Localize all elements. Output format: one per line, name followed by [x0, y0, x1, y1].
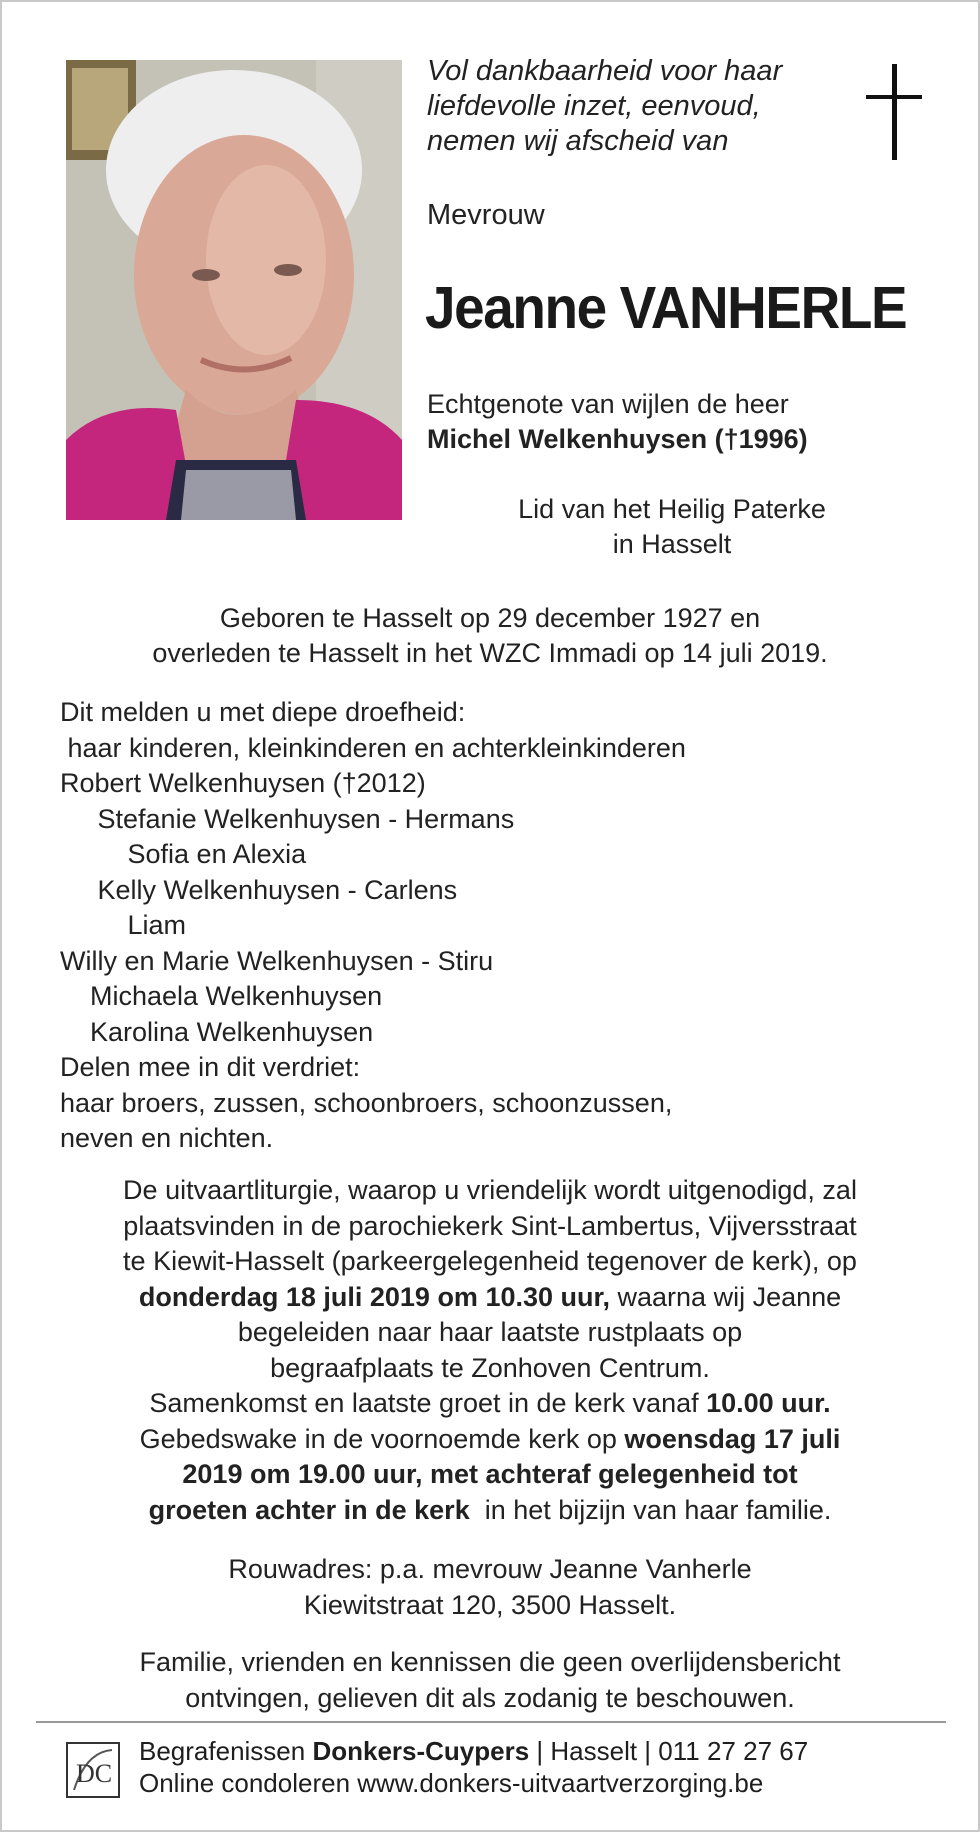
footer-website[interactable]: Online condoleren www.donkers-uitvaartverzorging.be [139, 1768, 764, 1798]
divider [36, 1721, 946, 1723]
vigil-text: Gebedswake in de voornoemde kerk op [139, 1423, 625, 1454]
footer-line [139, 1735, 808, 1767]
dates-line: overleden te Hasselt in het WZC Immadi op 14 juli 2019. [152, 638, 828, 668]
funeral-home-footer [139, 1735, 808, 1799]
gathering-text: Samenkomst en laatste groet in de kerk vanaf [149, 1388, 707, 1418]
funeral-home-logo-icon [66, 1742, 120, 1798]
family-line: Willy en Marie Welkenhuysen - Stiru [60, 945, 494, 976]
address-line: Rouwadres: p.a. mevrouw Jeanne Vanherle [228, 1554, 752, 1584]
family-list [60, 695, 686, 1157]
funeral-date: donderdag 18 juli 2019 om 10.30 uur, [138, 1281, 611, 1312]
funeral-line [32, 1493, 948, 1529]
footer-prefix: Begrafenissen [139, 1736, 313, 1766]
vigil-rest: in het bijzijn van haar familie. [469, 1494, 832, 1525]
footer-company: Donkers-Cuypers [312, 1736, 530, 1766]
family-line: Robert Welkenhuysen (†2012) [60, 768, 426, 798]
funeral-line [32, 1422, 948, 1458]
notice-line: ontvingen, gelieven dit als zodanig te beschouwen. [185, 1682, 795, 1713]
dates-line: Geboren te Hasselt op 29 december 1927 en [219, 603, 761, 633]
family-line: Dit melden u met diepe droefheid: [60, 697, 466, 727]
portrait-photo [66, 60, 402, 520]
intro-text [427, 54, 782, 159]
membership-line: Lid van het Heilig Paterke [518, 494, 826, 524]
logo-letters: DC [76, 1759, 113, 1788]
salutation: Mevrouw [427, 199, 545, 231]
family-line: Karolina Welkenhuysen [60, 1016, 374, 1047]
mourning-address [32, 1552, 948, 1623]
intro-line: Vol dankbaarheid voor haar [427, 55, 783, 87]
funeral-line: te Kiewit-Hasselt (parkeergelegenheid tegenover de kerk), op [123, 1246, 857, 1276]
family-line: neven en nichten. [60, 1123, 274, 1153]
membership [472, 492, 872, 562]
spouse-line: Echtgenote van wijlen de heer [427, 389, 789, 419]
notice-text [32, 1645, 948, 1716]
family-line: haar broers, zussen, schoonbroers, schoonzussen, [60, 1087, 673, 1118]
family-line: Delen mee in dit verdriet: [60, 1052, 361, 1082]
cross-icon [864, 62, 924, 162]
family-line: haar kinderen, kleinkinderen en achterkleinkinderen [60, 732, 686, 763]
funeral-line: plaatsvinden in de parochiekerk Sint-Lambertus, Vijversstraat [123, 1210, 857, 1241]
funeral-line [32, 1386, 948, 1422]
deceased-name: Jeanne VANHERLE [425, 275, 907, 341]
spouse-name: Michel Welkenhuysen (†1996) [427, 424, 808, 454]
funeral-details [32, 1173, 948, 1528]
family-line: Stefanie Welkenhuysen - Hermans [60, 803, 515, 834]
funeral-text: waarna wij Jeanne [610, 1281, 842, 1312]
vigil-details: 2019 om 19.00 uur, met achteraf gelegenheid tot [182, 1459, 798, 1489]
family-line: Sofia en Alexia [60, 839, 307, 869]
vigil-place: groeten achter in de kerk [148, 1494, 470, 1525]
spouse-info [427, 387, 808, 457]
footer-contact: | Hasselt | 011 27 27 67 [529, 1736, 809, 1766]
membership-line: in Hasselt [612, 529, 732, 559]
birth-death-dates [32, 601, 948, 671]
notice-line: Familie, vrienden en kennissen die geen overlijdensbericht [139, 1647, 841, 1677]
vigil-date: woensdag 17 juli [624, 1423, 841, 1454]
family-line: Kelly Welkenhuysen - Carlens [60, 874, 458, 905]
funeral-line: begeleiden naar haar laatste rustplaats op [237, 1317, 743, 1347]
gathering-time: 10.00 uur. [706, 1388, 831, 1418]
funeral-line [32, 1280, 948, 1316]
portrait-image [66, 60, 402, 520]
intro-line: nemen wij afscheid van [427, 125, 729, 157]
intro-line: liefdevolle inzet, eenvoud, [427, 90, 761, 122]
family-line: Liam [60, 910, 187, 940]
funeral-line: De uitvaartliturgie, waarop u vriendelijk wordt uitgenodigd, zal [123, 1175, 857, 1205]
family-line: Michaela Welkenhuysen [60, 981, 383, 1011]
address-line: Kiewitstraat 120, 3500 Hasselt. [303, 1589, 677, 1620]
funeral-line: begraafplaats te Zonhoven Centrum. [270, 1352, 710, 1383]
